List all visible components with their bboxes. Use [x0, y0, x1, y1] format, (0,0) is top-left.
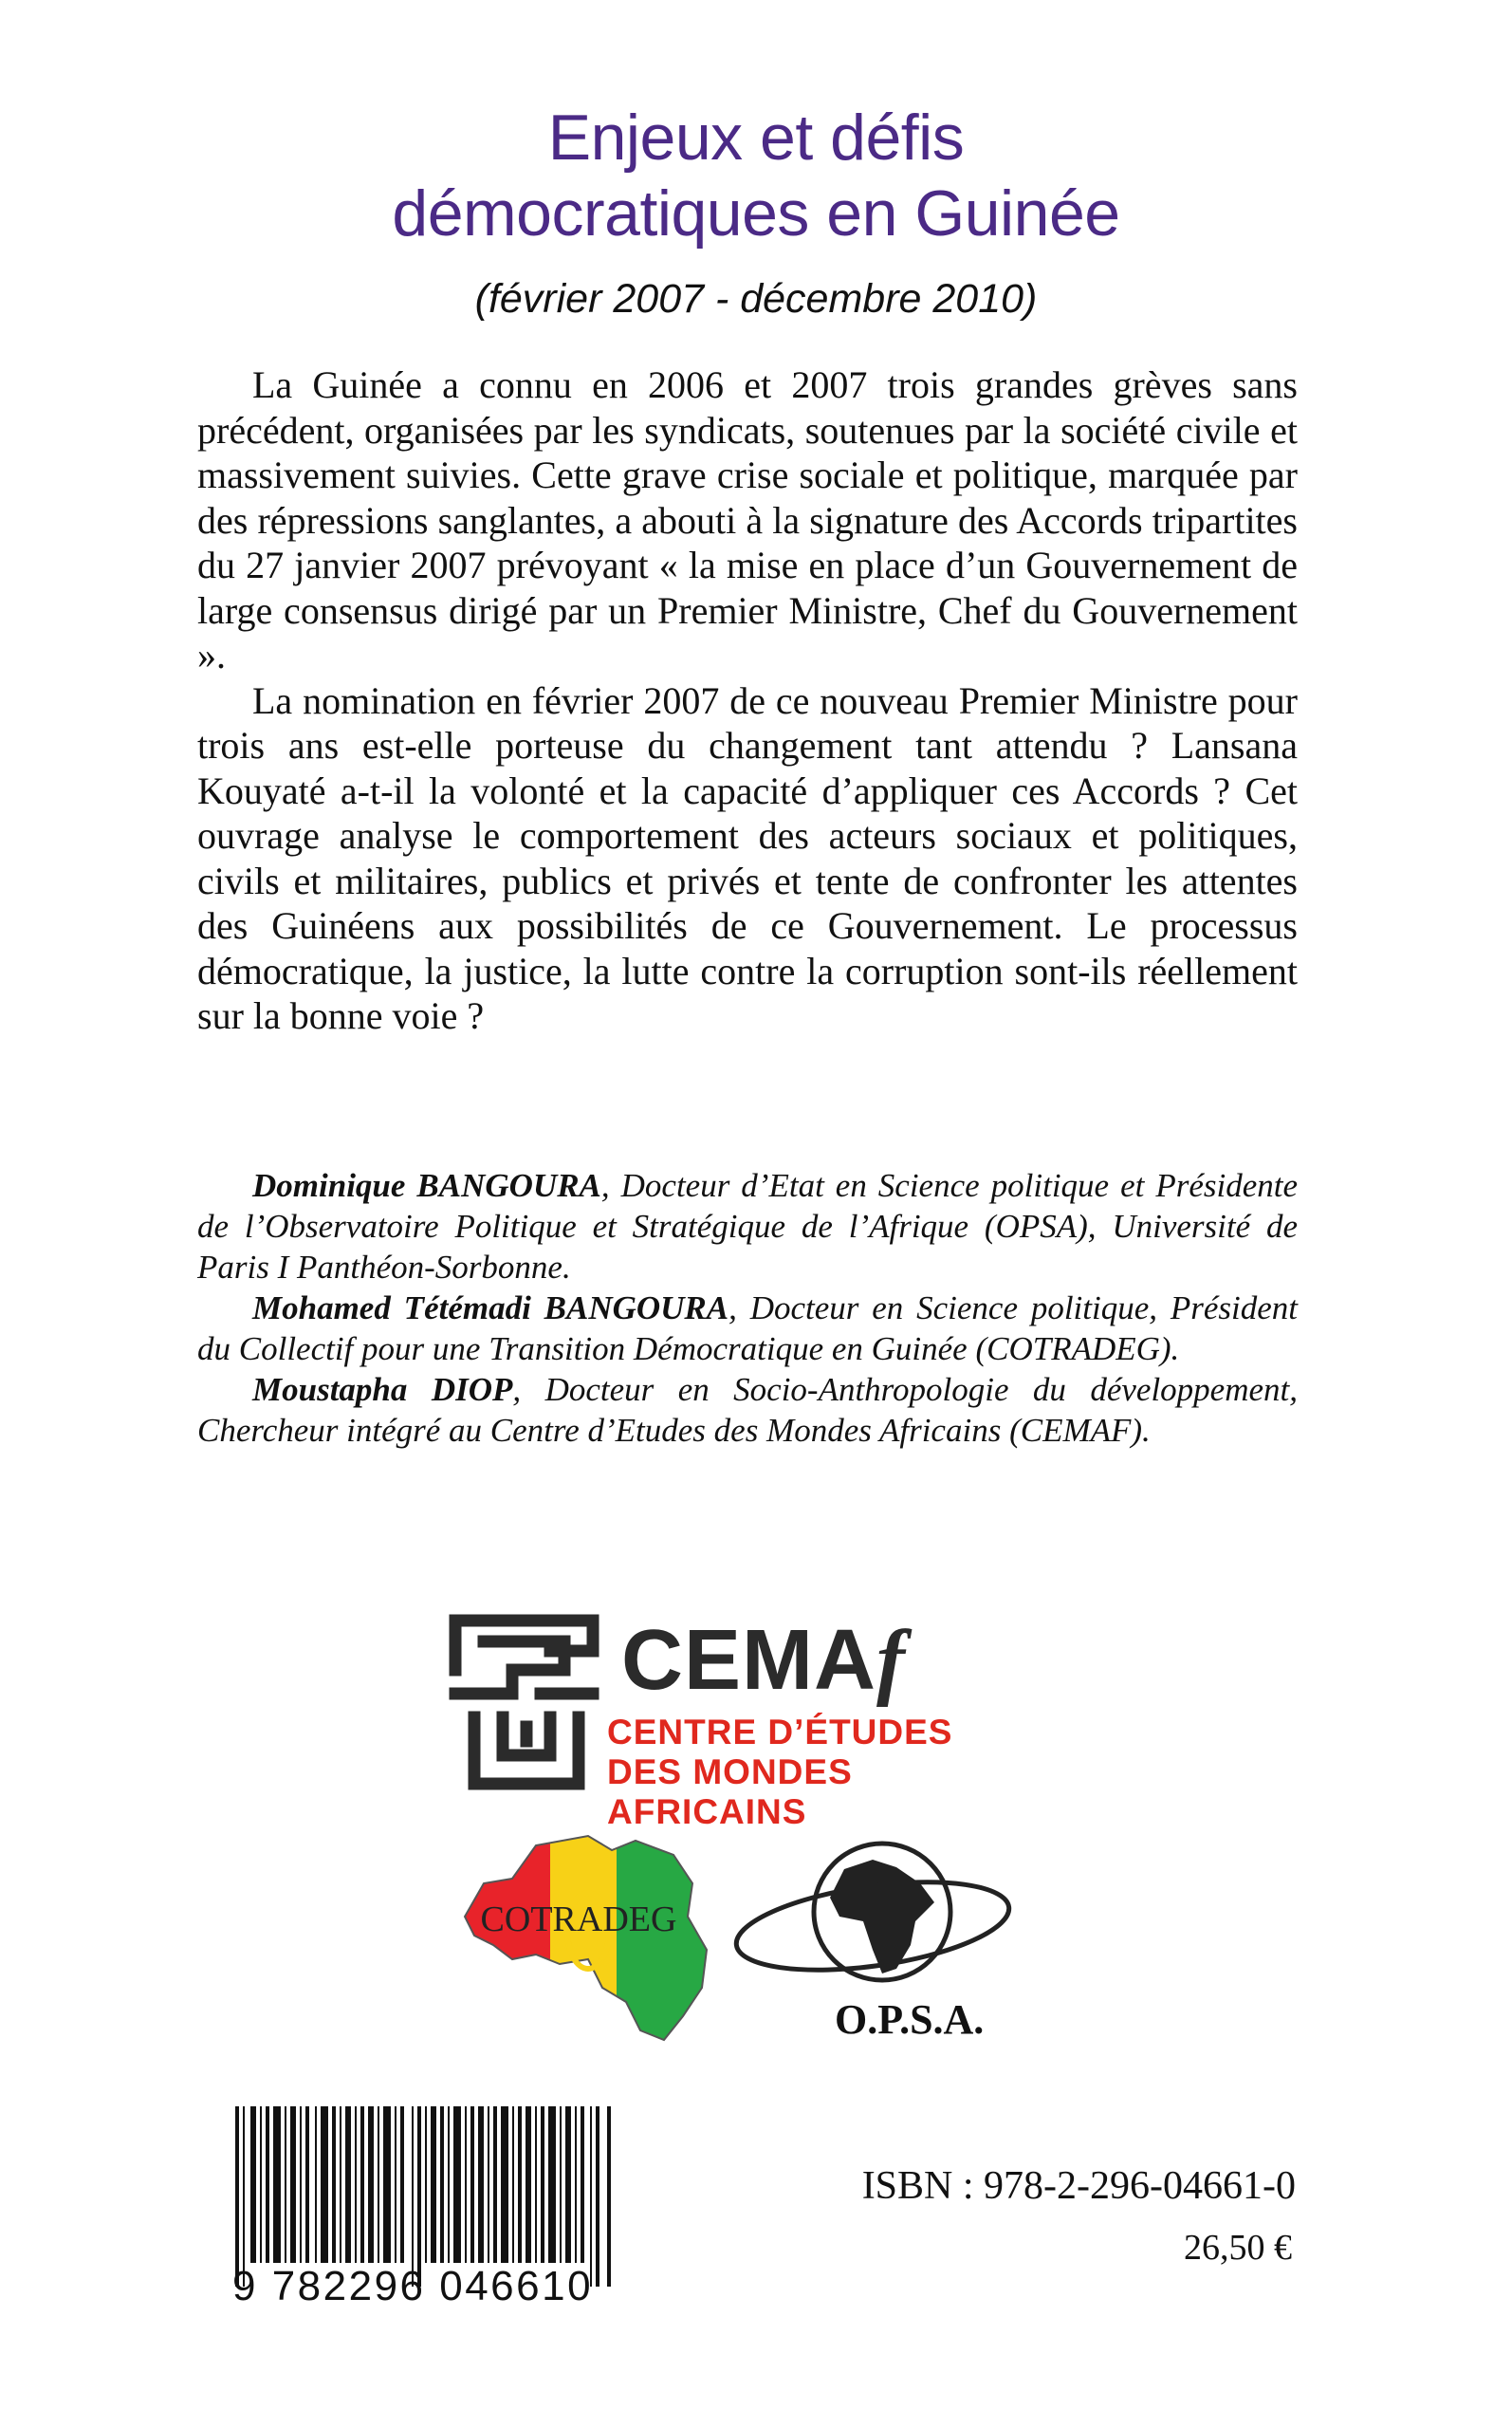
- cemaf-line-2: DES MONDES AFRICAINS: [607, 1752, 853, 1831]
- author-bio: [197, 1369, 1298, 1451]
- barcode-icon: [235, 2106, 615, 2287]
- author-name: Mohamed Tétémadi BANGOURA: [252, 1289, 729, 1326]
- opsa-label: O.P.S.A.: [835, 1996, 985, 2043]
- book-subtitle: (février 2007 - décembre 2010): [474, 276, 1038, 322]
- author-bio: [197, 1288, 1298, 1369]
- cemaf-line-1: CENTRE D’ÉTUDES: [607, 1713, 953, 1751]
- title-line-2: démocratiques en Guinée: [392, 177, 1120, 250]
- cotradeg-logo: [446, 1826, 721, 2045]
- author-bios: [197, 1165, 1298, 1451]
- isbn: ISBN : 978-2-296-04661-0: [861, 2164, 1296, 2208]
- book-title: [0, 100, 1512, 251]
- barcode-digits: 9 782296 046610: [232, 2263, 594, 2309]
- summary-paragraph-1: La Guinée a connu en 2006 et 2007 trois grandes grèves sans précédent, organisées par les syndicats, soutenues par la société civile et massivement suivies. Cette grave crise sociale et politique, marquée par des répressions sanglantes, a abouti à la signature des Accords tripartites du 27 janvier 2007 prévoyant « la mise en place d’un Gouvernement de large consensus dirigé par un Premier Ministre, Chef du Gouvernement ».: [197, 363, 1298, 676]
- author-name: Moustapha DIOP: [252, 1371, 513, 1408]
- author-name: Dominique BANGOURA: [252, 1167, 601, 1204]
- author-description: , Docteur d’Etat en Science politique et Présidente de l’Observatoire Politique et Stratégique de l’Afrique (OPSA), Université de Paris I Panthéon-Sorbonne.: [197, 1167, 1298, 1286]
- summary-text: [197, 362, 1298, 1039]
- cemaf-name: CEMAf: [621, 1613, 906, 1708]
- author-bio: [197, 1165, 1298, 1288]
- summary-paragraph-2: La nomination en février 2007 de ce nouveau Premier Ministre pour trois ans est-elle porteuse du changement tant attendu ? Lansana Kouyaté a-t-il la volonté et la capacité d’appliquer ces Accords ? Cet ouvrage analyse le comportement des acteurs sociaux et politiques, civils et militaires, publics et privés et tente de confronter les attentes des Guinéens aux possibilités de ce Gouvernement. Le processus démocratique, la justice, la lutte contre la corruption sont-ils réellement sur la bonne voie ?: [197, 678, 1298, 1037]
- title-line-1: Enjeux et défis: [547, 102, 965, 174]
- cotradeg-text: COTRADEG: [480, 1899, 677, 1939]
- price: 26,50 €: [1184, 2228, 1292, 2268]
- cemaf-logo: [446, 1613, 1053, 1831]
- author-description: , Docteur en Science politique, Président du Collectif pour une Transition Démocratique en Guinée (COTRADEG).: [197, 1289, 1298, 1367]
- author-description: , Docteur en Socio-Anthropologie du développement, Chercheur intégré au Centre d’Etudes des Mondes Africains (CEMAF).: [197, 1371, 1298, 1449]
- cemaf-maze-icon: [446, 1613, 602, 1793]
